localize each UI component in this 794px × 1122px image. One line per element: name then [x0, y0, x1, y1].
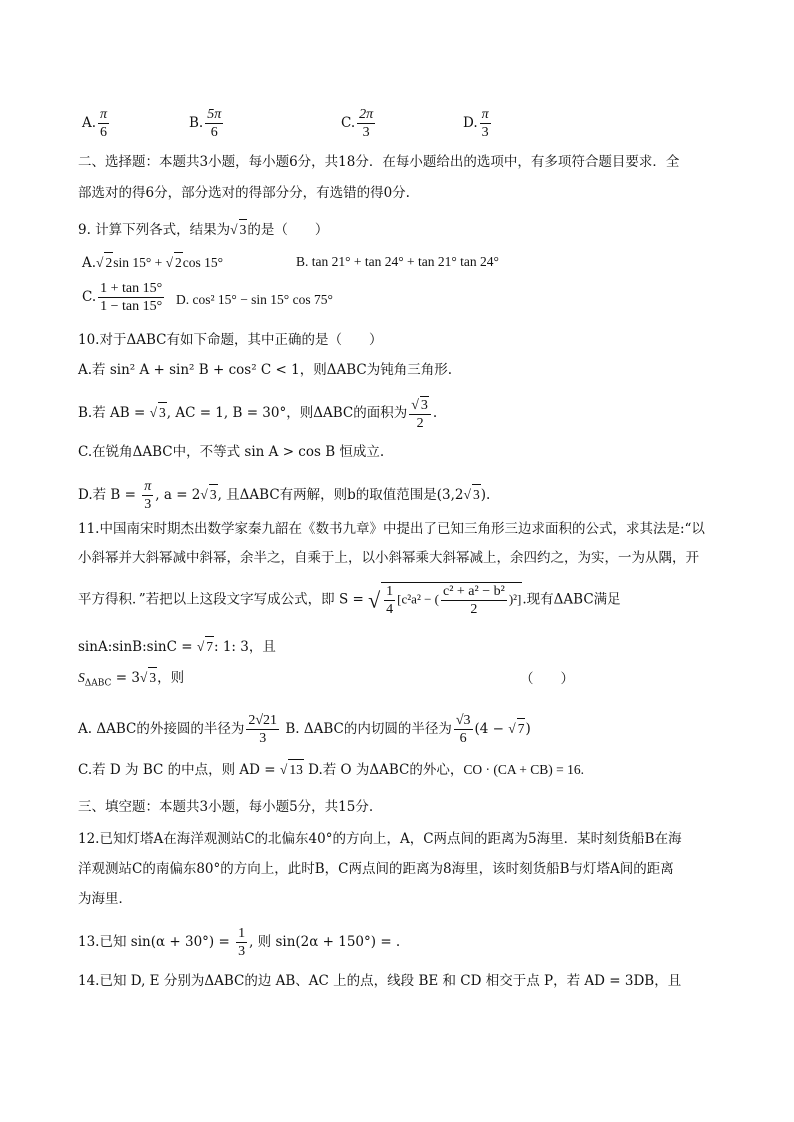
q10-option-a: A.若 sin² A + sin² B + cos² C < 1，则ΔABC为钝角三角形. — [78, 362, 452, 378]
q11-ratio: sinA:sinB:sinC = √ 7: 1: 3，且 — [78, 636, 728, 657]
q9-option-d: D. cos² 15° − sin 15° cos 75° — [176, 292, 333, 307]
q11-text-1: 11.中国南宋时期杰出数学家秦九韶在《数书九章》中提出了已知三角形三边求面积的公式，求其法是:“以 — [78, 521, 705, 537]
q11-options-cd: C.若 D 为 BC 的中点，则 AD = √ 13 D.若 O 为ΔABC的外心，CO · (CA + CB) = 16. — [78, 759, 728, 780]
section3-heading: 三、填空题：本题共3小题，每小题5分，共15分. — [78, 799, 374, 815]
q8-option-a: A. $\frac{\pi}{6}$ — [82, 107, 108, 140]
q12-text-2: 洋观测站C的南偏东80°的方向上，此时B，C两点间的距离为8海里，该时刻货船B与灯塔A间的距离 — [78, 861, 674, 877]
q14-text: 14.已知 D, E 分别为ΔABC的边 AB、AC 上的点，线段 BE 和 CD 相交于点 P，若 AD = 3DB，且 — [78, 973, 682, 989]
q11-text-3: 平方得积．”若把以上这段文字写成公式，即 S = √ $\frac{1}{4}$ [c²a² − ( $\frac{\text{c² + a² − b²}}{2}$ )²].现有ΔABC满足 — [78, 584, 621, 617]
q10-option-b: B.若 AB = √ 3, AC = 1, B = 30°，则ΔABC的面积为 $\frac{√ 3}{2}$ . — [78, 398, 438, 431]
q13-text: 13.已知 sin(α + 30°) = $\frac{1}{3}$ , 则 sin(2α + 150°) = . — [78, 926, 401, 959]
q10-option-c: C.在锐角ΔABC中，不等式 sin A > cos B 恒成立. — [78, 444, 385, 460]
q10-stem: 10.对于ΔABC有如下命题，其中正确的是（ ） — [78, 332, 383, 348]
q10-option-d: D.若 B = $\frac{\pi}{3}$ , a = 2√ 3, 且ΔABC有两解，则b的取值范围是(3,2√ 3). — [78, 479, 491, 512]
q9-option-c: C. $\frac{1 + \tan 15^\circ}{1 - \tan 15^\circ}$ — [82, 281, 163, 314]
q11-options-ab: A. ΔABC的外接圆的半径为 $\frac{2√21}{3}$ B. ΔABC的内切圆的半径为 $\frac{√3}{6}$ (4 − √ 7) — [78, 713, 531, 746]
section2-heading-2: 部选对的得6分，部分选对的得部分分，有选错的得0分. — [78, 185, 410, 201]
q11-text-2: 小斜幂并大斜幂减中斜幂，余半之，自乘于上，以小斜幂乘大斜幂减上，余四约之，为实，一为从隅，开 — [78, 550, 699, 566]
q8-option-d: D. $\frac{\pi}{3}$ — [463, 107, 489, 140]
q12-text-1: 12.已知灯塔A在海洋观测站C的北偏东40°的方向上，A，C两点间的距离为5海里．某时刻货船B在海 — [78, 831, 682, 847]
q11-answer-paren: （ ） — [520, 671, 574, 687]
q8-option-b: B. $\frac{5\pi}{6}$ — [189, 107, 222, 140]
q11-area: $S_{\Delta ABC} = 3√$ 3，则 — [78, 667, 728, 694]
q8-option-c: C. $\frac{2\pi}{3}$ — [341, 107, 374, 140]
q9-stem: 9. 计算下列各式，结果为√ 3的是（ ） — [78, 219, 728, 240]
q9-option-b: B. tan 21° + tan 24° + tan 21° tan 24° — [296, 254, 499, 269]
q12-text-3: 为海里． — [78, 891, 132, 907]
q9-option-a: A.√ 2sin 15° + √ 2cos 15° — [82, 252, 223, 273]
section2-heading-1: 二、选择题：本题共3小题，每小题6分，共18分．在每小题给出的选项中，有多项符合题目要求．全 — [78, 154, 680, 170]
